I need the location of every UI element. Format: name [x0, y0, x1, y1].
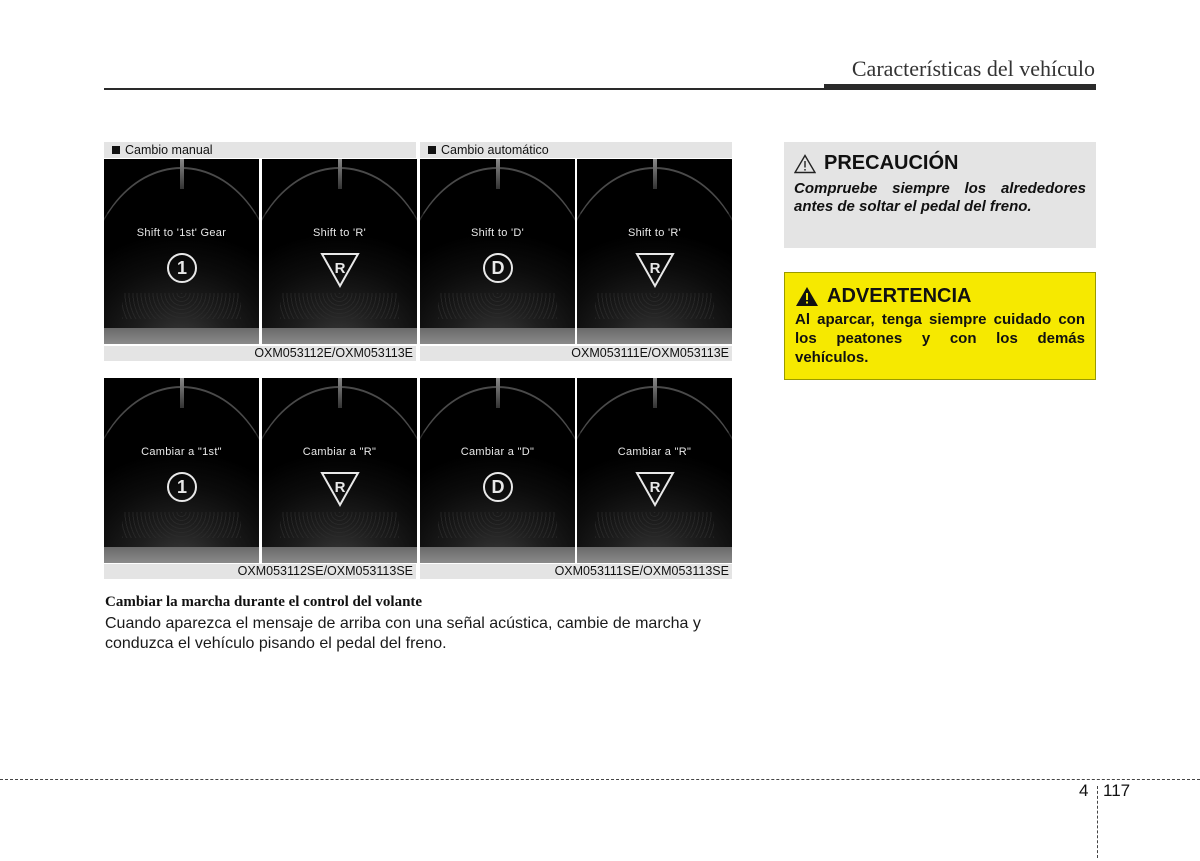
panel-message: Shift to 'R' [627, 227, 682, 239]
section-label-automatic [420, 142, 732, 158]
gear-1-icon: 1 [167, 253, 197, 283]
caution-box [784, 142, 1096, 248]
caution-text: Compruebe siempre los alrededores antes de soltar el pedal del freno. [794, 180, 1086, 215]
cluster-panel-top-1 [104, 159, 259, 344]
section-label-manual [104, 142, 416, 158]
footer-dashed-divider [1097, 786, 1098, 858]
footer-dashed-rule [0, 779, 1200, 780]
panel-message: Shift to 'R' [312, 227, 367, 239]
cluster-panel-bottom-1 [104, 378, 259, 563]
svg-text:R: R [649, 260, 661, 277]
header-title: Características del vehículo [851, 56, 1095, 81]
panel-message: Cambiar a "R" [617, 446, 692, 458]
cluster-panel-top-4 [577, 159, 732, 344]
panel-message: Cambiar a "D" [460, 446, 535, 458]
body-paragraph: Cuando aparezca el mensaje de arriba con una señal acústica, cambie de marcha y conduzca el vehículo pisando el pedal del freno. [105, 615, 701, 652]
panel-message: Shift to '1st' Gear [136, 227, 227, 239]
caution-title: PRECAUCIÓN [824, 152, 959, 174]
gear-r-triangle-icon [635, 470, 675, 508]
image-code-top-left: OXM053112E/OXM053113E [104, 346, 416, 361]
warning-text: Al aparcar, tenga siempre cuidado con los peatones y con los demás vehículos. [795, 311, 1085, 366]
svg-text:R: R [334, 479, 346, 496]
section-label-automatic-text: Cambio automático [441, 143, 549, 157]
section-label-manual-text: Cambio manual [125, 143, 213, 157]
svg-text:R: R [649, 479, 661, 496]
header-rule-accent [824, 84, 1096, 90]
image-code-top-right: OXM053111E/OXM053113E [420, 346, 732, 361]
gear-d-icon: D [483, 253, 513, 283]
warning-box [784, 272, 1096, 380]
page-chapter: 4 [1079, 781, 1089, 800]
bullet-square-icon [112, 146, 120, 154]
cluster-panel-top-2 [262, 159, 417, 344]
cluster-panel-bottom-3 [420, 378, 575, 563]
panel-message: Shift to 'D' [470, 227, 525, 239]
panel-message: Cambiar a "R" [302, 446, 377, 458]
image-code-bottom-left: OXM053112SE/OXM053113SE [104, 564, 416, 579]
cluster-panel-top-3 [420, 159, 575, 344]
svg-text:R: R [334, 260, 346, 277]
warning-title: ADVERTENCIA [827, 285, 972, 307]
panel-message: Cambiar a "1st" [141, 446, 222, 458]
image-code-bottom-right: OXM053111SE/OXM053113SE [420, 564, 732, 579]
page-number: 117 [1103, 781, 1131, 800]
cluster-panel-bottom-4 [577, 378, 732, 563]
gear-r-triangle-icon [635, 251, 675, 289]
bullet-square-icon [428, 146, 436, 154]
gear-1-icon: 1 [167, 472, 197, 502]
warning-triangle-filled-icon [795, 286, 819, 307]
caution-triangle-outline-icon [794, 154, 816, 174]
gear-r-triangle-icon [320, 470, 360, 508]
gear-r-triangle-icon [320, 251, 360, 289]
section-subtitle: Cambiar la marcha durante el control del volante [105, 594, 423, 610]
gear-d-icon: D [483, 472, 513, 502]
cluster-panel-bottom-2 [262, 378, 417, 563]
